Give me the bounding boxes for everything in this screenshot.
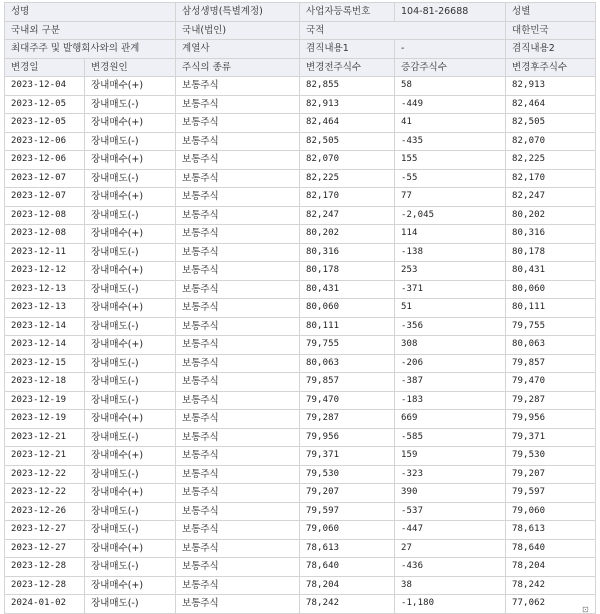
cell-shares-after: 80,060	[506, 280, 596, 299]
cell-change-date: 2023-12-27	[5, 521, 85, 540]
relation-value: 계열사	[176, 40, 300, 59]
table-row	[5, 77, 596, 96]
cell-shares-before: 80,063	[300, 354, 395, 373]
name-value: 삼성생명(특별계정)	[176, 3, 300, 22]
table-row	[5, 280, 596, 299]
biz-no-label: 사업자등록번호	[300, 3, 395, 22]
cell-shares-after: 79,755	[506, 317, 596, 336]
table-row	[5, 206, 596, 225]
cell-shares-before: 82,913	[300, 95, 395, 114]
table-row	[5, 225, 596, 244]
table-row	[5, 188, 596, 207]
cell-shares-delta: 51	[395, 299, 506, 318]
cell-shares-after: 82,170	[506, 169, 596, 188]
table-row	[5, 169, 596, 188]
cell-change-date: 2023-12-15	[5, 354, 85, 373]
cell-change-date: 2023-12-05	[5, 95, 85, 114]
cell-change-date: 2023-12-11	[5, 243, 85, 262]
info-row-name	[5, 3, 596, 22]
cell-change-reason: 장내매수(+)	[85, 262, 176, 281]
cell-shares-before: 79,755	[300, 336, 395, 355]
cell-stock-type: 보통주식	[176, 262, 300, 281]
cell-change-reason: 장내매도(-)	[85, 373, 176, 392]
cell-shares-delta: -2,045	[395, 206, 506, 225]
cell-shares-delta: -436	[395, 558, 506, 577]
cell-shares-before: 79,207	[300, 484, 395, 503]
cell-stock-type: 보통주식	[176, 114, 300, 133]
cell-change-date: 2023-12-28	[5, 576, 85, 595]
cell-change-reason: 장내매수(+)	[85, 151, 176, 170]
name-label: 성명	[5, 3, 176, 22]
cell-stock-type: 보통주식	[176, 502, 300, 521]
cell-shares-before: 79,857	[300, 373, 395, 392]
cell-stock-type: 보통주식	[176, 77, 300, 96]
cell-change-date: 2023-12-14	[5, 336, 85, 355]
table-row	[5, 354, 596, 373]
concurrent1-value: -	[395, 40, 506, 59]
cell-change-reason: 장내매수(+)	[85, 299, 176, 318]
cell-change-reason: 장내매수(+)	[85, 576, 176, 595]
col-header-shares-delta: 증감주식수	[395, 58, 506, 77]
cell-shares-delta: 669	[395, 410, 506, 429]
col-header-shares-before: 변경전주식수	[300, 58, 395, 77]
cell-change-date: 2023-12-07	[5, 169, 85, 188]
cell-shares-after: 79,287	[506, 391, 596, 410]
column-header-row	[5, 58, 596, 77]
gender-label: 성별	[506, 3, 596, 22]
table-row	[5, 558, 596, 577]
cell-stock-type: 보통주식	[176, 558, 300, 577]
cell-shares-before: 79,060	[300, 521, 395, 540]
cell-shares-before: 78,242	[300, 595, 395, 614]
cell-shares-after: 80,316	[506, 225, 596, 244]
cell-shares-after: 82,247	[506, 188, 596, 207]
cell-change-reason: 장내매도(-)	[85, 206, 176, 225]
cell-change-date: 2023-12-13	[5, 299, 85, 318]
table-row	[5, 484, 596, 503]
cell-shares-before: 79,287	[300, 410, 395, 429]
cell-shares-before: 82,170	[300, 188, 395, 207]
cell-shares-after: 80,111	[506, 299, 596, 318]
cell-shares-before: 80,111	[300, 317, 395, 336]
cell-shares-after: 78,640	[506, 539, 596, 558]
resize-grip-icon[interactable]: ⊡	[582, 604, 589, 614]
cell-stock-type: 보통주식	[176, 354, 300, 373]
table-row	[5, 391, 596, 410]
cell-shares-after: 79,207	[506, 465, 596, 484]
cell-stock-type: 보통주식	[176, 280, 300, 299]
cell-shares-delta: 159	[395, 447, 506, 466]
cell-stock-type: 보통주식	[176, 539, 300, 558]
cell-stock-type: 보통주식	[176, 391, 300, 410]
cell-shares-after: 78,613	[506, 521, 596, 540]
cell-shares-before: 82,464	[300, 114, 395, 133]
cell-shares-before: 82,505	[300, 132, 395, 151]
domestic-value: 국내(법인)	[176, 21, 300, 40]
table-row	[5, 521, 596, 540]
cell-change-date: 2023-12-07	[5, 188, 85, 207]
cell-change-date: 2023-12-19	[5, 391, 85, 410]
cell-change-date: 2023-12-06	[5, 151, 85, 170]
cell-change-reason: 장내매수(+)	[85, 447, 176, 466]
cell-shares-before: 80,316	[300, 243, 395, 262]
cell-shares-before: 80,178	[300, 262, 395, 281]
cell-shares-after: 79,060	[506, 502, 596, 521]
cell-shares-delta: 155	[395, 151, 506, 170]
cell-shares-delta: 114	[395, 225, 506, 244]
cell-shares-delta: 77	[395, 188, 506, 207]
table-row	[5, 243, 596, 262]
cell-stock-type: 보통주식	[176, 95, 300, 114]
table-row	[5, 410, 596, 429]
cell-change-reason: 장내매도(-)	[85, 95, 176, 114]
cell-change-date: 2023-12-13	[5, 280, 85, 299]
cell-change-date: 2023-12-27	[5, 539, 85, 558]
cell-shares-after: 79,956	[506, 410, 596, 429]
table-row	[5, 132, 596, 151]
cell-change-date: 2023-12-21	[5, 428, 85, 447]
cell-change-reason: 장내매도(-)	[85, 465, 176, 484]
cell-change-reason: 장내매수(+)	[85, 336, 176, 355]
cell-stock-type: 보통주식	[176, 576, 300, 595]
cell-change-reason: 장내매수(+)	[85, 225, 176, 244]
cell-change-reason: 장내매도(-)	[85, 558, 176, 577]
domestic-label: 국내외 구분	[5, 21, 176, 40]
cell-shares-before: 78,204	[300, 576, 395, 595]
cell-change-reason: 장내매도(-)	[85, 354, 176, 373]
cell-change-date: 2023-12-08	[5, 206, 85, 225]
cell-shares-before: 79,597	[300, 502, 395, 521]
table-row	[5, 299, 596, 318]
shareholding-change-table	[4, 2, 596, 614]
cell-shares-before: 79,956	[300, 428, 395, 447]
cell-shares-after: 79,530	[506, 447, 596, 466]
cell-change-reason: 장내매수(+)	[85, 539, 176, 558]
cell-shares-before: 78,640	[300, 558, 395, 577]
cell-stock-type: 보통주식	[176, 206, 300, 225]
cell-shares-delta: -323	[395, 465, 506, 484]
cell-shares-delta: 41	[395, 114, 506, 133]
cell-shares-delta: -387	[395, 373, 506, 392]
cell-shares-after: 82,464	[506, 95, 596, 114]
cell-shares-delta: -537	[395, 502, 506, 521]
cell-stock-type: 보통주식	[176, 151, 300, 170]
cell-shares-delta: -371	[395, 280, 506, 299]
cell-shares-delta: 253	[395, 262, 506, 281]
cell-stock-type: 보통주식	[176, 465, 300, 484]
cell-shares-after: 82,913	[506, 77, 596, 96]
table-row	[5, 595, 596, 614]
cell-change-reason: 장내매수(+)	[85, 188, 176, 207]
cell-change-reason: 장내매수(+)	[85, 484, 176, 503]
cell-shares-before: 82,070	[300, 151, 395, 170]
table-row	[5, 502, 596, 521]
col-header-change-reason: 변경원인	[85, 58, 176, 77]
cell-shares-before: 80,202	[300, 225, 395, 244]
cell-change-reason: 장내매수(+)	[85, 77, 176, 96]
shareholding-change-sheet	[4, 2, 595, 614]
table-row	[5, 428, 596, 447]
cell-change-date: 2024-01-02	[5, 595, 85, 614]
cell-shares-after: 82,070	[506, 132, 596, 151]
cell-change-date: 2023-12-26	[5, 502, 85, 521]
cell-shares-before: 79,530	[300, 465, 395, 484]
cell-change-date: 2023-12-22	[5, 465, 85, 484]
cell-shares-after: 79,857	[506, 354, 596, 373]
cell-shares-delta: -183	[395, 391, 506, 410]
cell-change-date: 2023-12-06	[5, 132, 85, 151]
cell-shares-before: 80,060	[300, 299, 395, 318]
cell-change-reason: 장내매수(+)	[85, 114, 176, 133]
table-row	[5, 336, 596, 355]
cell-shares-after: 79,470	[506, 373, 596, 392]
cell-shares-after: 80,431	[506, 262, 596, 281]
cell-stock-type: 보통주식	[176, 225, 300, 244]
table-row	[5, 262, 596, 281]
table-row	[5, 447, 596, 466]
cell-change-reason: 장내매도(-)	[85, 502, 176, 521]
cell-shares-delta: -449	[395, 95, 506, 114]
cell-shares-delta: -206	[395, 354, 506, 373]
cell-change-reason: 장내매도(-)	[85, 521, 176, 540]
cell-change-date: 2023-12-12	[5, 262, 85, 281]
biz-no-value: 104-81-26688	[395, 3, 506, 22]
cell-shares-delta: -138	[395, 243, 506, 262]
col-header-change-date: 변경일	[5, 58, 85, 77]
cell-change-reason: 장내매도(-)	[85, 243, 176, 262]
cell-stock-type: 보통주식	[176, 299, 300, 318]
cell-stock-type: 보통주식	[176, 428, 300, 447]
relation-label: 최대주주 및 발행회사와의 관계	[5, 40, 176, 59]
cell-change-reason: 장내매도(-)	[85, 280, 176, 299]
cell-change-reason: 장내매도(-)	[85, 391, 176, 410]
cell-shares-after: 80,063	[506, 336, 596, 355]
cell-shares-delta: -1,180	[395, 595, 506, 614]
cell-change-date: 2023-12-14	[5, 317, 85, 336]
table-row	[5, 151, 596, 170]
cell-stock-type: 보통주식	[176, 373, 300, 392]
cell-shares-delta: 27	[395, 539, 506, 558]
cell-stock-type: 보통주식	[176, 169, 300, 188]
cell-shares-after: 82,505	[506, 114, 596, 133]
table-row	[5, 373, 596, 392]
concurrent1-label: 겸직내용1	[300, 40, 395, 59]
cell-stock-type: 보통주식	[176, 132, 300, 151]
cell-shares-before: 79,470	[300, 391, 395, 410]
cell-shares-delta: 308	[395, 336, 506, 355]
cell-shares-delta: -435	[395, 132, 506, 151]
cell-shares-delta: 390	[395, 484, 506, 503]
cell-shares-before: 79,371	[300, 447, 395, 466]
col-header-shares-after: 변경후주식수	[506, 58, 596, 77]
cell-stock-type: 보통주식	[176, 447, 300, 466]
cell-change-reason: 장내매도(-)	[85, 317, 176, 336]
cell-shares-after: 78,204	[506, 558, 596, 577]
cell-shares-delta: -447	[395, 521, 506, 540]
cell-shares-after: 78,242	[506, 576, 596, 595]
cell-change-date: 2023-12-04	[5, 77, 85, 96]
cell-change-date: 2023-12-08	[5, 225, 85, 244]
cell-shares-after: 79,597	[506, 484, 596, 503]
info-row-relation	[5, 40, 596, 59]
cell-shares-before: 78,613	[300, 539, 395, 558]
nationality-value: 대한민국	[506, 21, 596, 40]
table-row	[5, 465, 596, 484]
cell-stock-type: 보통주식	[176, 521, 300, 540]
cell-change-date: 2023-12-05	[5, 114, 85, 133]
cell-change-date: 2023-12-18	[5, 373, 85, 392]
cell-shares-delta: 38	[395, 576, 506, 595]
cell-stock-type: 보통주식	[176, 317, 300, 336]
cell-stock-type: 보통주식	[176, 410, 300, 429]
cell-shares-before: 82,225	[300, 169, 395, 188]
cell-change-date: 2023-12-19	[5, 410, 85, 429]
table-row	[5, 576, 596, 595]
cell-change-date: 2023-12-21	[5, 447, 85, 466]
table-row	[5, 317, 596, 336]
cell-shares-after: 77,062	[506, 595, 596, 614]
nationality-label: 국적	[300, 21, 506, 40]
cell-stock-type: 보통주식	[176, 243, 300, 262]
cell-change-reason: 장내매도(-)	[85, 428, 176, 447]
table-row	[5, 114, 596, 133]
cell-shares-delta: -55	[395, 169, 506, 188]
cell-stock-type: 보통주식	[176, 188, 300, 207]
cell-change-reason: 장내매수(+)	[85, 410, 176, 429]
cell-stock-type: 보통주식	[176, 595, 300, 614]
cell-stock-type: 보통주식	[176, 484, 300, 503]
cell-change-date: 2023-12-22	[5, 484, 85, 503]
cell-shares-before: 80,431	[300, 280, 395, 299]
cell-shares-after: 80,202	[506, 206, 596, 225]
concurrent2-label: 겸직내용2	[506, 40, 596, 59]
cell-shares-delta: -585	[395, 428, 506, 447]
cell-change-reason: 장내매도(-)	[85, 595, 176, 614]
cell-shares-after: 79,371	[506, 428, 596, 447]
cell-stock-type: 보통주식	[176, 336, 300, 355]
cell-shares-delta: 58	[395, 77, 506, 96]
cell-change-date: 2023-12-28	[5, 558, 85, 577]
cell-shares-after: 82,225	[506, 151, 596, 170]
table-row	[5, 95, 596, 114]
cell-change-reason: 장내매도(-)	[85, 169, 176, 188]
info-row-domestic	[5, 21, 596, 40]
cell-shares-before: 82,247	[300, 206, 395, 225]
cell-shares-delta: -356	[395, 317, 506, 336]
table-row	[5, 539, 596, 558]
cell-shares-before: 82,855	[300, 77, 395, 96]
cell-change-reason: 장내매도(-)	[85, 132, 176, 151]
cell-shares-after: 80,178	[506, 243, 596, 262]
col-header-stock-type: 주식의 종류	[176, 58, 300, 77]
